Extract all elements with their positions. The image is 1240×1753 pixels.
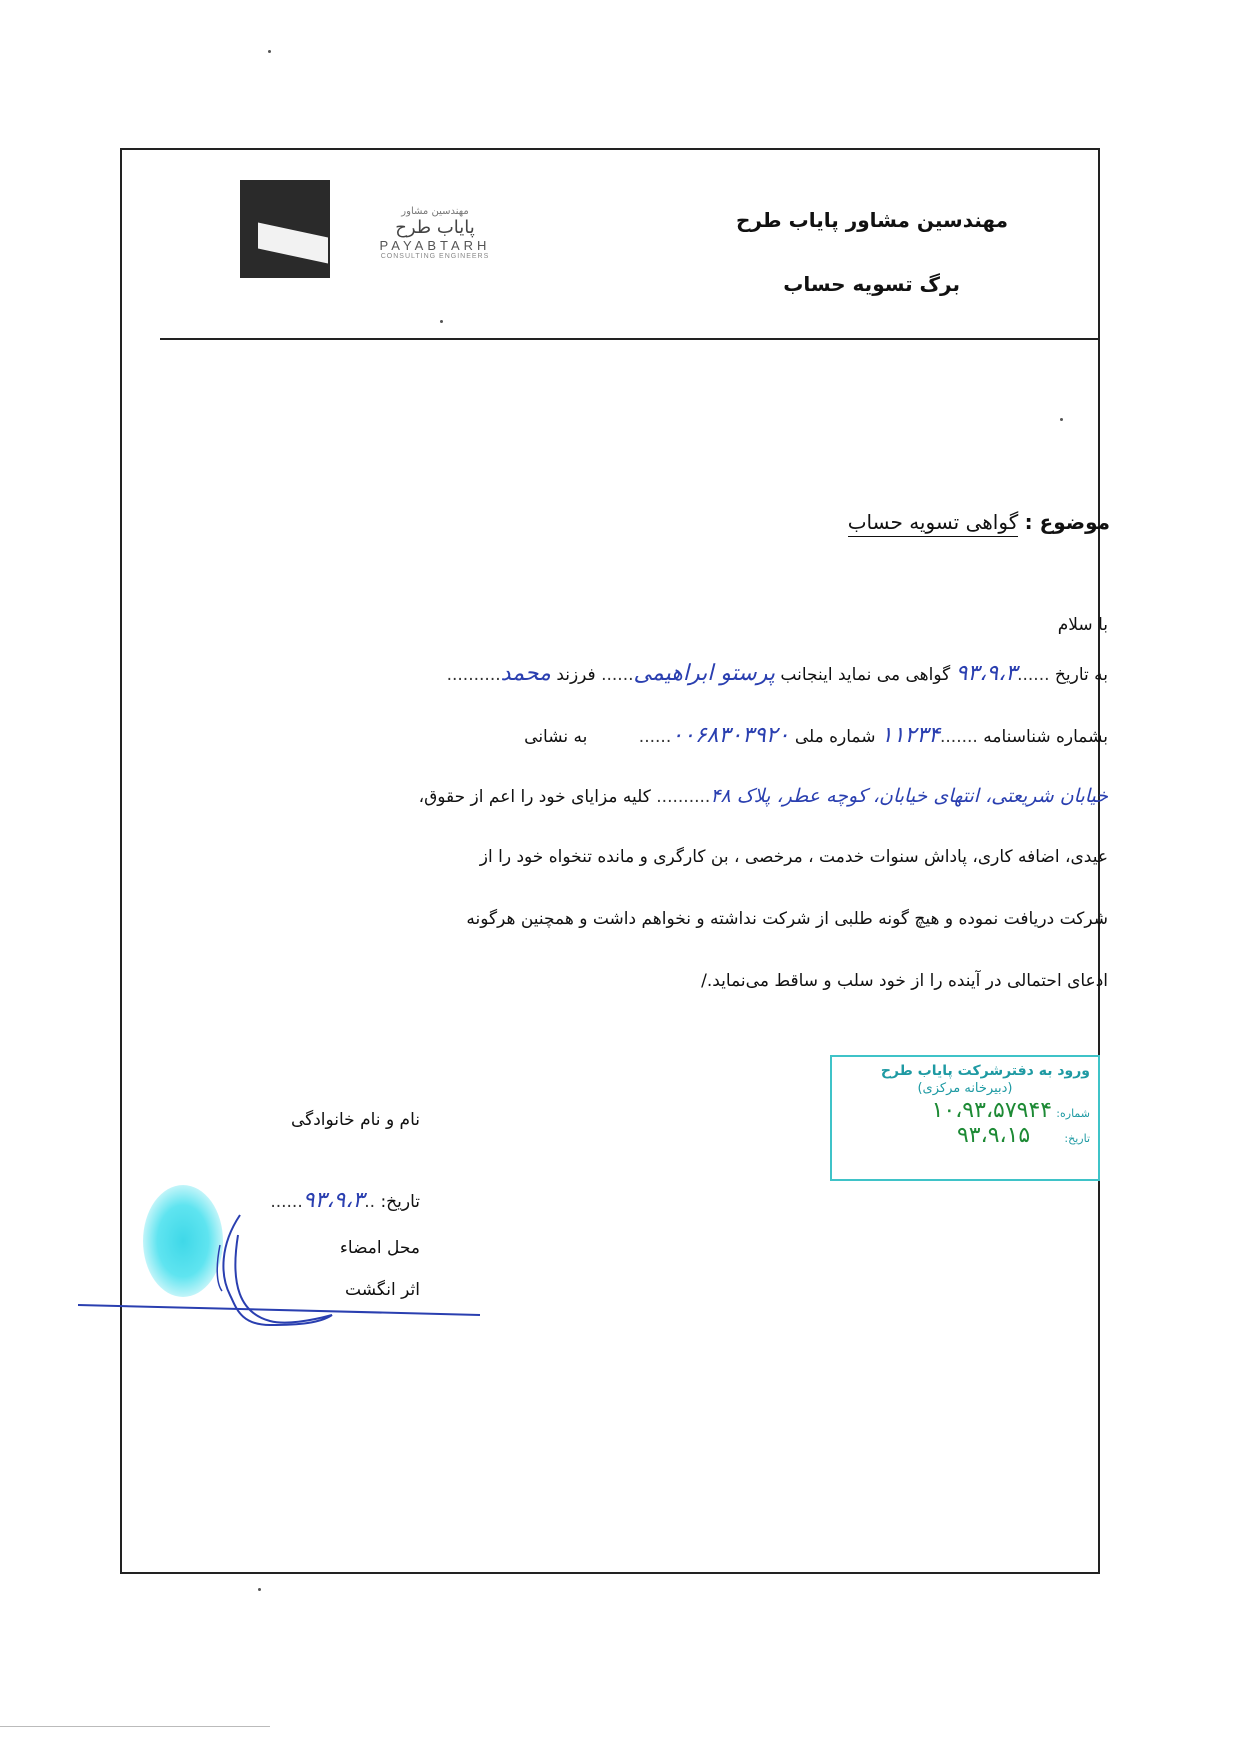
body-line-1: به تاریخ ......۹۳،۹،۳ گواهی می نماید اینجانب پرستو ابراهیمی...... فرزند محمد.......... [446, 661, 1108, 686]
stamp-subtitle: (دبیرخانه مرکزی) [917, 1081, 1013, 1096]
stamp-date-label: تاریخ: [1064, 1132, 1090, 1145]
form-title: برگ تسویه حساب [783, 272, 960, 296]
signature-date-line: تاریخ: ..۹۳،۹،۳...... [270, 1188, 420, 1213]
subject-label: موضوع : [1024, 510, 1110, 534]
stamp-number-label: شماره: [1056, 1107, 1090, 1120]
signature-place-label: محل امضاء [339, 1238, 420, 1258]
scan-speck [268, 50, 271, 53]
line1-mid: گواهی می نماید اینجانب [780, 665, 951, 685]
national-id-handwritten: ۰۰۶۸۳۰۳۹۲۰ [671, 723, 790, 748]
registry-stamp [830, 1055, 1100, 1181]
body-line-3: خیابان شریعتی، انتهای خیابان، کوچه عطر، پلاک ۴۸.......... کلیه مزایای خود را اعم از حقوق، [418, 785, 1108, 807]
line3-text: کلیه مزایای خود را اعم از حقوق، [418, 787, 651, 807]
logo-stripe [258, 223, 328, 264]
stamp-title: ورود به دفترشرکت پایاب طرح [880, 1063, 1090, 1079]
logo-wordmark [335, 206, 535, 260]
date-prefix: به تاریخ [1054, 665, 1108, 685]
signature-date-handwritten: ۹۳،۹،۳ [302, 1188, 365, 1213]
company-logo [240, 180, 330, 278]
body-line-5: شرکت دریافت نموده و هیچ گونه طلبی از شرکت نداشته و نخواهم داشت و همچنین هرگونه [466, 909, 1108, 929]
address-handwritten: خیابان شریعتی، انتهای خیابان، کوچه عطر، پلاک ۴۸ [710, 785, 1108, 807]
logo-subtitle-fa: مهندسین مشاور [401, 206, 469, 217]
name-handwritten: پرستو ابراهیمی [633, 661, 776, 686]
father-label: فرزند [556, 665, 596, 685]
signature-date-label: تاریخ: [380, 1192, 420, 1212]
company-name: مهندسین مشاور پایاب طرح [735, 208, 1008, 232]
signature-name-label: نام و نام خانوادگی [290, 1110, 420, 1130]
greeting: با سلام [1057, 615, 1108, 635]
father-handwritten: محمد [500, 661, 551, 686]
date-handwritten: ۹۳،۹،۳ [955, 661, 1018, 686]
stamp-number-value: ۱۰،۹۳،۵۷۹۴۴ [931, 1098, 1053, 1123]
logo-subtitle-en: CONSULTING ENGINEERS [380, 253, 490, 260]
id-label: بشماره شناسنامه [983, 727, 1108, 747]
address-label: به نشانی [524, 727, 588, 747]
subject-line [848, 510, 1110, 534]
subject-value: گواهی تسویه حساب [848, 510, 1019, 537]
body-line-2: بشماره شناسنامه .......۱۱۲۳۴ شماره ملی ۰۰۶۸۳۰۳۹۲۰...... به نشانی [524, 723, 1108, 748]
stamp-date-value: ۹۳،۹،۱۵ [956, 1123, 1031, 1148]
fingerprint-label: اثر انگشت [345, 1280, 420, 1300]
logo-name-fa: پایاب طرح [395, 217, 475, 238]
national-id-label: شماره ملی [794, 727, 876, 747]
scan-speck [258, 1588, 261, 1591]
id-number-handwritten: ۱۱۲۳۴ [880, 723, 940, 748]
logo-name-en: PAYABTARH [379, 238, 491, 253]
body-line-6: ادعای احتمالی در آینده را از خود سلب و ساقط می‌نماید./ [701, 971, 1108, 991]
body-line-4: عیدی، اضافه کاری، پاداش سنوات خدمت ، مرخصی ، بن کارگری و مانده تنخواه خود را از [479, 847, 1108, 867]
page-edge-line [0, 1726, 270, 1727]
